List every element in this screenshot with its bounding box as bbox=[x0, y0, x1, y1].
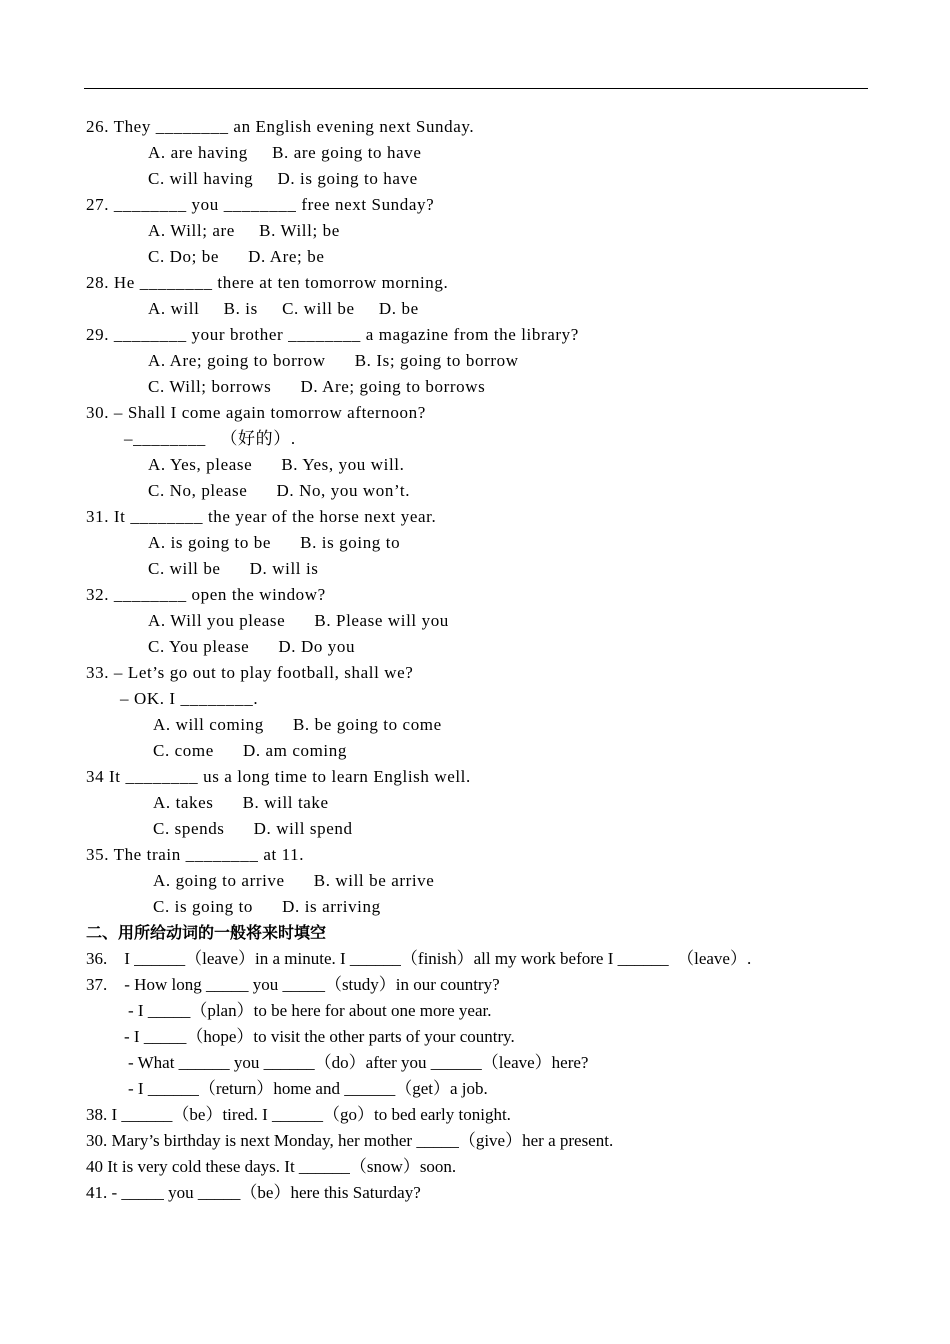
q37-line-2: - I _____（plan）to be here for about one more year. bbox=[128, 1001, 492, 1020]
q33-reply-line: – OK. I ________. bbox=[120, 689, 259, 708]
q27-options-cd: C. Do; be D. Are; be bbox=[148, 247, 325, 266]
question-40: 40 It is very cold these days. It ______（snow）soon. bbox=[86, 1157, 457, 1176]
question-34: 34 It ________ us a long time to learn English well. bbox=[86, 767, 471, 786]
q35-options-cd: C. is going to D. is arriving bbox=[153, 897, 381, 916]
q32-options-ab: A. Will you please B. Please will you bbox=[148, 611, 449, 630]
q30-reply-line: –________ （好的）. bbox=[124, 429, 296, 448]
q34-options-ab: A. takes B. will take bbox=[153, 793, 329, 812]
q26-options-cd: C. will having D. is going to have bbox=[148, 169, 418, 188]
question-30: 30. – Shall I come again tomorrow afternoon? bbox=[86, 403, 426, 422]
q31-options-cd: C. will be D. will is bbox=[148, 559, 319, 578]
q27-options-ab: A. Will; are B. Will; be bbox=[148, 221, 340, 240]
question-41: 41. - _____ you _____（be）here this Saturday? bbox=[86, 1183, 421, 1202]
question-31: 31. It ________ the year of the horse next year. bbox=[86, 507, 437, 526]
question-36: 36. I ______（leave）in a minute. I ______（finish）all my work before I ______ （leave）. bbox=[86, 949, 752, 968]
q35-options-ab: A. going to arrive B. will be arrive bbox=[153, 871, 435, 890]
question-37: 37. - How long _____ you _____（study）in our country? bbox=[86, 975, 500, 994]
q32-options-cd: C. You please D. Do you bbox=[148, 637, 356, 656]
q37-line-3: - I _____（hope）to visit the other parts of your country. bbox=[124, 1027, 515, 1046]
question-27: 27. ________ you ________ free next Sunday? bbox=[86, 195, 435, 214]
q33-options-cd: C. come D. am coming bbox=[153, 741, 347, 760]
question-35: 35. The train ________ at 11. bbox=[86, 845, 305, 864]
q30-options-cd: C. No, please D. No, you won’t. bbox=[148, 481, 411, 500]
question-28: 28. He ________ there at ten tomorrow morning. bbox=[86, 273, 449, 292]
q30-options-ab: A. Yes, please B. Yes, you will. bbox=[148, 455, 405, 474]
question-26: 26. They ________ an English evening next Sunday. bbox=[86, 117, 475, 136]
question-38: 38. I ______（be）tired. I ______（go）to bed early tonight. bbox=[86, 1105, 511, 1124]
q37-line-5: - I ______（return）home and ______（get）a job. bbox=[128, 1079, 488, 1098]
q28-options: A. will B. is C. will be D. be bbox=[148, 299, 419, 318]
section-heading: 二、用所给动词的一般将来时填空 bbox=[86, 923, 327, 942]
q31-options-ab: A. is going to be B. is going to bbox=[148, 533, 401, 552]
question-39: 30. Mary’s birthday is next Monday, her mother _____（give）her a present. bbox=[86, 1131, 614, 1150]
question-33: 33. – Let’s go out to play football, shall we? bbox=[86, 663, 414, 682]
q37-line-4: - What ______ you ______（do）after you ______（leave）here? bbox=[128, 1053, 589, 1072]
header-rule bbox=[84, 88, 868, 89]
question-32: 32. ________ open the window? bbox=[86, 585, 326, 604]
q29-options-cd: C. Will; borrows D. Are; going to borrows bbox=[148, 377, 486, 396]
q29-options-ab: A. Are; going to borrow B. Is; going to borrow bbox=[148, 351, 519, 370]
q33-options-ab: A. will coming B. be going to come bbox=[153, 715, 442, 734]
q34-options-cd: C. spends D. will spend bbox=[153, 819, 353, 838]
question-29: 29. ________ your brother ________ a magazine from the library? bbox=[86, 325, 579, 344]
q26-options-ab: A. are having B. are going to have bbox=[148, 143, 422, 162]
